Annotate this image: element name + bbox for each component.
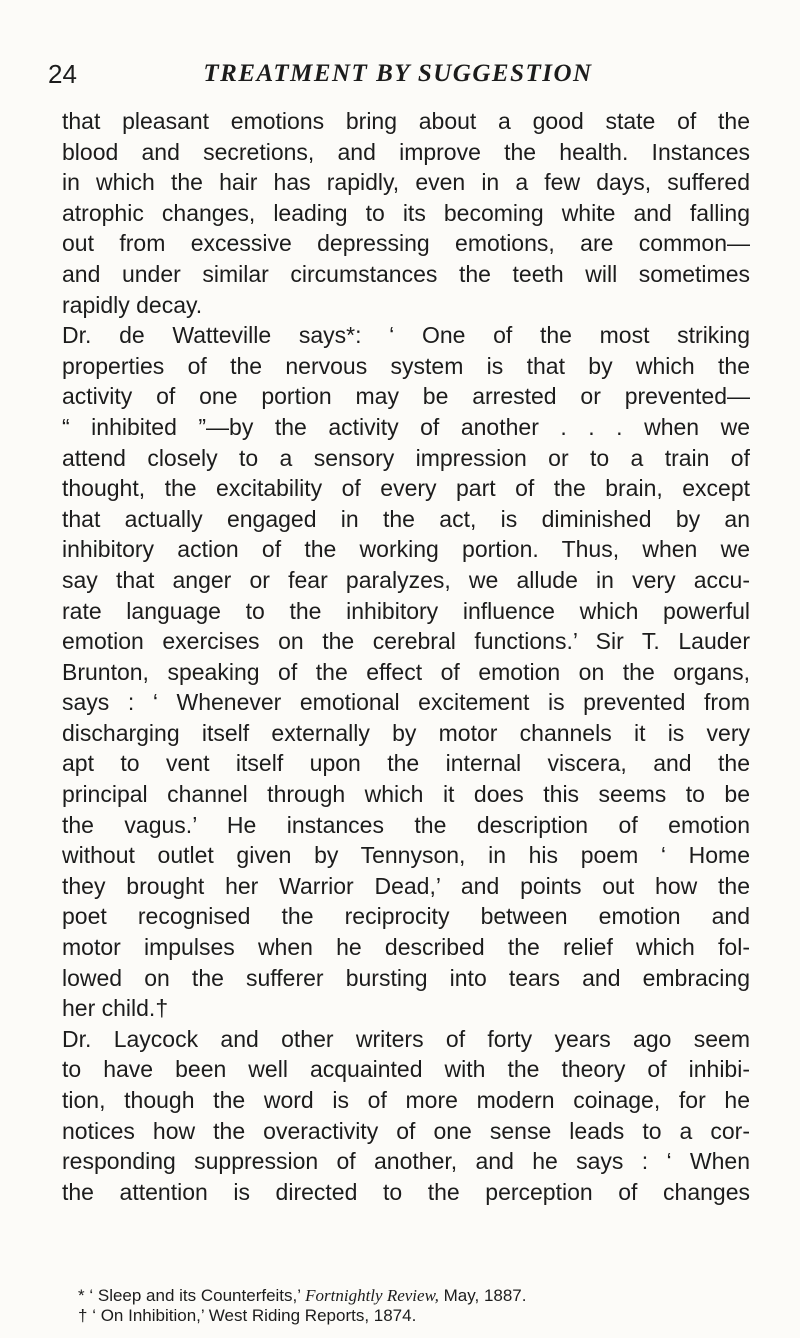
footnote-mark: * bbox=[78, 1286, 85, 1305]
text-line: rate language to the inhibitory influence which powerful bbox=[62, 597, 750, 624]
text-line: her child.† bbox=[62, 995, 169, 1022]
text-line: lowed on the sufferer bursting into tears and embracing bbox=[62, 964, 750, 991]
text-line: blood and secretions, and improve the health. Instances bbox=[62, 138, 750, 165]
text-line: they brought her Warrior Dead,’ and points out how the bbox=[62, 872, 750, 899]
running-head: TREATMENT BY SUGGESTION bbox=[203, 60, 593, 87]
text-line: “ inhibited ”—by the activity of another . . . when we bbox=[62, 413, 750, 440]
text-line: out from excessive depressing emotions, are common— bbox=[62, 230, 750, 257]
footnote-text: ‘ Sleep and its Counterfeits,’ bbox=[89, 1286, 301, 1305]
text-line: poet recognised the reciprocity between emotion and bbox=[62, 903, 750, 930]
text-line: tion, though the word is of more modern coinage, for he bbox=[62, 1087, 750, 1113]
text-line: atrophic changes, leading to its becoming white and falling bbox=[62, 199, 750, 226]
page-header bbox=[48, 58, 748, 90]
text-line: Dr. Laycock and other writers of forty years ago seem bbox=[62, 1025, 750, 1052]
text-line: discharging itself externally by motor channels it is very bbox=[62, 719, 750, 746]
text-line: and under similar circumstances the teeth will sometimes bbox=[62, 260, 750, 287]
text-line: apt to vent itself upon the internal viscera, and the bbox=[62, 750, 750, 777]
text-line: that pleasant emotions bring about a good state of the bbox=[62, 108, 750, 134]
text-line: responding suppression of another, and he says : ‘ When bbox=[62, 1148, 750, 1175]
text-line: the vagus.’ He instances the description of emotion bbox=[62, 811, 750, 838]
text-line: principal channel through which it does this seems to be bbox=[62, 781, 750, 808]
text-line: properties of the nervous system is that by which the bbox=[62, 352, 750, 379]
footnotes bbox=[78, 1286, 738, 1326]
body-text bbox=[62, 106, 750, 1207]
text-line: thought, the excitability of every part of the brain, except bbox=[62, 475, 750, 502]
text-line: without outlet given by Tennyson, in his poem ‘ Home bbox=[62, 842, 750, 869]
text-line: inhibitory action of the working portion. Thus, when we bbox=[62, 536, 750, 563]
footnote-mark: † bbox=[78, 1306, 88, 1325]
text-line: activity of one portion may be arrested or prevented— bbox=[62, 383, 750, 410]
text-line: that actually engaged in the act, is diminished by an bbox=[62, 505, 750, 532]
text-line: Dr. de Watteville says*: ‘ One of the most striking bbox=[62, 322, 750, 349]
text-line: emotion exercises on the cerebral functions.’ Sir T. Lauder bbox=[62, 628, 750, 655]
text-line: the attention is directed to the perception of changes bbox=[62, 1178, 750, 1205]
footnote bbox=[78, 1286, 738, 1306]
text-line: say that anger or fear paralyzes, we allude in very accu- bbox=[62, 566, 750, 593]
text-line: rapidly decay. bbox=[62, 291, 203, 318]
footnote-source: Fortnightly Review, bbox=[305, 1286, 439, 1305]
footnote-text: ‘ On Inhibition,’ West Riding Reports, 1874. bbox=[92, 1306, 417, 1325]
text-line: Brunton, speaking of the effect of emotion on the organs, bbox=[62, 658, 750, 685]
text-line: attend closely to a sensory impression or to a train of bbox=[62, 444, 750, 471]
footnote-date: May, 1887. bbox=[443, 1286, 527, 1305]
text-line: says : ‘ Whenever emotional excitement is prevented from bbox=[62, 689, 750, 716]
text-line: in which the hair has rapidly, even in a few days, suffered bbox=[62, 169, 750, 196]
text-line: notices how the overactivity of one sense leads to a cor- bbox=[62, 1117, 750, 1144]
text-line: to have been well acquainted with the theory of inhibi- bbox=[62, 1056, 750, 1083]
footnote bbox=[78, 1306, 738, 1326]
text-line: motor impulses when he described the relief which fol- bbox=[62, 934, 750, 961]
page-number: 24 bbox=[48, 59, 77, 89]
